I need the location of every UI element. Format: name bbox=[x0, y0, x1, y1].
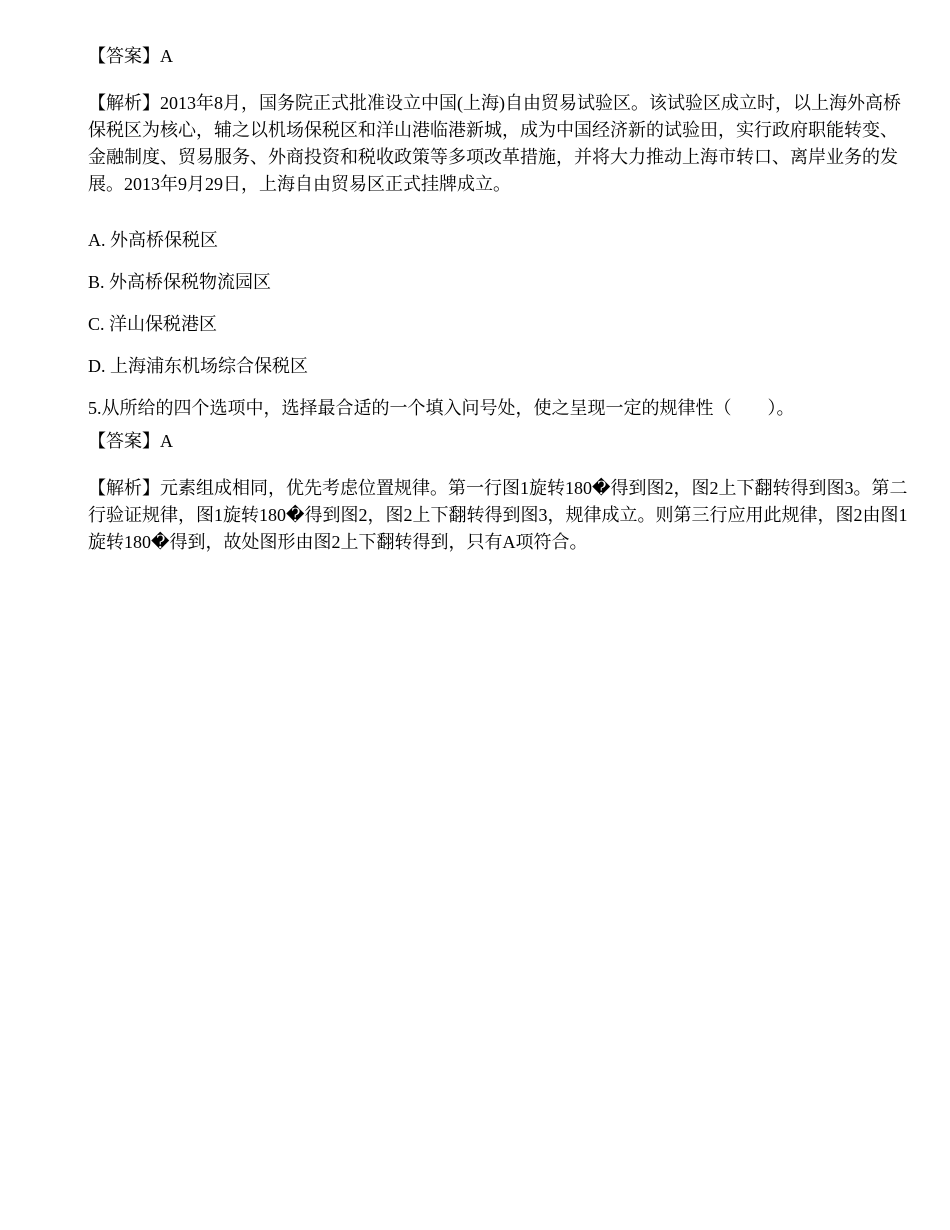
q5-analysis: 【解析】元素组成相同，优先考虑位置规律。第一行图1旋转180�得到图2，图2上下翻转得到图3。第二行验证规律，图1旋转180�得到图2，图2上下翻转得到图3，规律成立。则第三行应用此规律，图2由图1旋转180�得到，故处图形由图2上下翻转得到，只有A项符合。 bbox=[88, 478, 908, 552]
option-a: A. 外高桥保税区 bbox=[88, 230, 218, 250]
q5-question: 5.从所给的四个选项中，选择最合适的一个填入问号处，使之呈现一定的规律性（ ）。 bbox=[88, 398, 795, 418]
q4-answer: 【答案】A bbox=[88, 46, 173, 66]
option-d: D. 上海浦东机场综合保税区 bbox=[88, 356, 308, 376]
option-b: B. 外高桥保税物流园区 bbox=[88, 272, 272, 292]
q4-analysis: 【解析】2013年8月，国务院正式批准设立中国(上海)自由贸易试验区。该试验区成立时，以上海外高桥保税区为核心，辅之以机场保税区和洋山港临港新城，成为中国经济新的试验田，实行政府职能转变、金融制度、贸易服务、外商投资和税收政策等多项改革措施，并将大力推动上海市转口、离岸业务的发展。2013年9月29日，上海自由贸易区正式挂牌成立。 bbox=[88, 93, 901, 194]
option-c: C. 洋山保税港区 bbox=[88, 314, 218, 334]
q5-answer: 【答案】A bbox=[88, 431, 173, 451]
